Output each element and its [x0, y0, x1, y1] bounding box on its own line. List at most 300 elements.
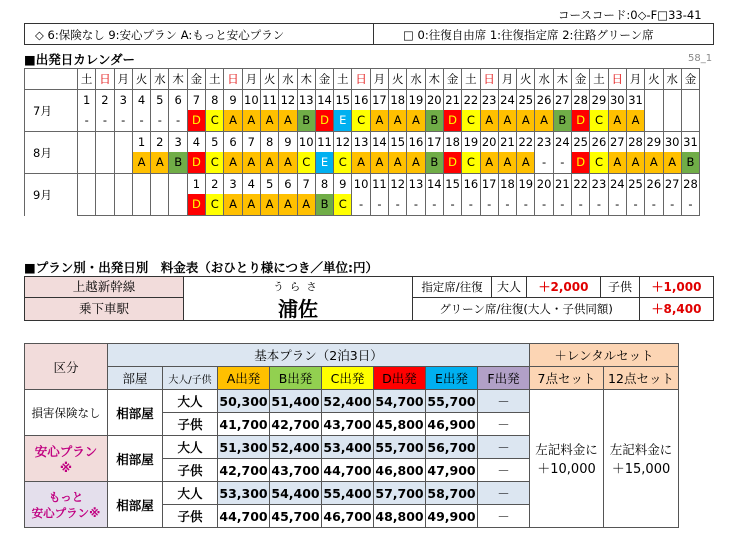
day-number: 25	[517, 90, 535, 111]
price-cell: 55,400	[322, 482, 374, 505]
day-number: 4	[187, 132, 205, 153]
day-number: 5	[206, 132, 224, 153]
day-number	[663, 90, 681, 111]
departure-code: E	[334, 110, 352, 132]
departure-code: A	[480, 152, 498, 174]
day-number: 14	[425, 174, 443, 195]
departure-code: -	[407, 194, 425, 216]
day-number: 20	[535, 174, 553, 195]
price-cell: 53,400	[322, 436, 374, 459]
rental-7-header: 7点セット	[530, 367, 604, 390]
rental-12-note-text: 左記料金に	[609, 442, 673, 457]
day-number: 25	[626, 174, 644, 195]
month-label: 8月	[25, 132, 78, 174]
price-cell: 55,700	[426, 390, 478, 413]
departure-code: A	[608, 110, 626, 132]
departure-code: A	[224, 152, 242, 174]
weekday-header: 火	[645, 69, 663, 90]
day-number: 2	[96, 90, 114, 111]
departure-code: -	[590, 194, 608, 216]
day-number: 7	[297, 174, 315, 195]
day-number	[151, 174, 169, 195]
line-name: 上越新幹線	[24, 276, 184, 298]
destination-ruby: うらさ	[273, 281, 323, 293]
day-number: 3	[169, 132, 187, 153]
day-number: 20	[480, 132, 498, 153]
day-number: 5	[151, 90, 169, 111]
reserved-child-label: 子供	[600, 276, 640, 298]
departure-code: A	[498, 110, 516, 132]
calendar-title: ■出発日カレンダー	[24, 52, 135, 67]
departure-code: B	[425, 152, 443, 174]
departure-code: -	[132, 110, 150, 132]
weekday-header: 火	[260, 69, 278, 90]
day-number: 12	[279, 90, 297, 111]
price-cell: 46,700	[322, 505, 374, 528]
departure-code: C	[206, 194, 224, 216]
departure-code: -	[425, 194, 443, 216]
price-cell: 57,700	[374, 482, 426, 505]
day-number: 6	[279, 174, 297, 195]
day-number: 1	[187, 174, 205, 195]
departure-code: B	[681, 152, 699, 174]
departure-code: E	[315, 152, 333, 174]
day-number: 6	[224, 132, 242, 153]
weekday-header: 土	[462, 69, 480, 90]
group-motto-anshin-plan	[25, 482, 108, 528]
departure-code: A	[132, 152, 150, 174]
day-number	[78, 132, 96, 153]
day-number: 8	[206, 90, 224, 111]
day-number: 10	[297, 132, 315, 153]
day-number	[645, 90, 663, 111]
day-number: 7	[187, 90, 205, 111]
rental-12-header: 12点セット	[604, 367, 679, 390]
plan-d-header: D出発	[374, 367, 426, 390]
weekday-header: 土	[206, 69, 224, 90]
day-number: 26	[645, 174, 663, 195]
weekday-header: 火	[132, 69, 150, 90]
day-number: 7	[242, 132, 260, 153]
departure-code: -	[169, 110, 187, 132]
day-number: 16	[407, 132, 425, 153]
departure-code: B	[297, 110, 315, 132]
departure-code: A	[279, 152, 297, 174]
group-anshin-mark: ※	[59, 460, 73, 475]
departure-code: A	[260, 194, 278, 216]
price-cell: 44,700	[322, 459, 374, 482]
departure-code: A	[260, 152, 278, 174]
departure-code: -	[553, 152, 571, 174]
departure-code: A	[480, 110, 498, 132]
price-cell: 46,800	[374, 459, 426, 482]
departure-code: -	[572, 194, 590, 216]
price-cell: 58,700	[426, 482, 478, 505]
day-number: 17	[425, 132, 443, 153]
departure-code: C	[334, 152, 352, 174]
rental-12-note	[604, 390, 679, 528]
day-number: 28	[572, 90, 590, 111]
weekday-header: 日	[480, 69, 498, 90]
price-cell: 50,300	[218, 390, 270, 413]
weekday-header: 日	[96, 69, 114, 90]
day-number: 8	[260, 132, 278, 153]
green-price: ＋8,400	[639, 297, 714, 321]
departure-code: A	[224, 110, 242, 132]
day-number: 13	[352, 132, 370, 153]
day-number: 23	[480, 90, 498, 111]
child-label: 子供	[163, 413, 218, 436]
group-anshin-plan	[25, 436, 108, 482]
weekday-header: 月	[242, 69, 260, 90]
departure-code: D	[443, 110, 461, 132]
day-number: 2	[151, 132, 169, 153]
day-number: 19	[407, 90, 425, 111]
departure-code: -	[663, 194, 681, 216]
header-basic-plan: 基本プラン（2泊3日）	[108, 344, 530, 367]
departure-code: A	[279, 194, 297, 216]
day-number: 29	[645, 132, 663, 153]
plan-b-header: B出発	[270, 367, 322, 390]
day-number: 18	[443, 132, 461, 153]
weekday-header: 水	[279, 69, 297, 90]
departure-code: D	[315, 110, 333, 132]
price-cell: 43,700	[322, 413, 374, 436]
departure-code: C	[462, 110, 480, 132]
departure-code	[645, 110, 663, 132]
departure-code: A	[608, 152, 626, 174]
departure-code	[78, 194, 96, 216]
departure-code: -	[498, 194, 516, 216]
day-number: 28	[681, 174, 699, 195]
day-number: 24	[498, 90, 516, 111]
price-cell: 46,900	[426, 413, 478, 436]
legend-insurance: ◇ 6:保険なし 9:安心プラン A:もっと安心プラン	[35, 28, 285, 42]
departure-code: A	[242, 194, 260, 216]
day-number: 11	[370, 174, 388, 195]
day-number: 14	[370, 132, 388, 153]
departure-code: -	[608, 194, 626, 216]
header-adult-child: 大人/子供	[163, 367, 218, 390]
departure-code: D	[187, 152, 205, 174]
price-cell: 45,800	[374, 413, 426, 436]
day-number: 21	[553, 174, 571, 195]
departure-code: A	[224, 194, 242, 216]
departure-code: C	[590, 110, 608, 132]
price-cell: －	[478, 482, 530, 505]
reserved-label: 指定席/往復	[412, 276, 492, 298]
day-number: 4	[132, 90, 150, 111]
day-number: 19	[462, 132, 480, 153]
weekday-header: 金	[681, 69, 699, 90]
departure-code: B	[169, 152, 187, 174]
departure-code: D	[572, 110, 590, 132]
price-cell: 55,700	[374, 436, 426, 459]
departure-code: A	[407, 152, 425, 174]
departure-code: D	[572, 152, 590, 174]
departure-code: -	[480, 194, 498, 216]
price-cell: 51,300	[218, 436, 270, 459]
day-number: 27	[608, 132, 626, 153]
page-number: 58_1	[688, 53, 713, 64]
weekday-header: 木	[553, 69, 571, 90]
day-number: 25	[572, 132, 590, 153]
price-cell: 51,400	[270, 390, 322, 413]
fare-title: ■プラン別・出発日別 料金表（おひとり様につき／単位:円）	[24, 260, 379, 275]
departure-code: C	[590, 152, 608, 174]
day-number: 23	[535, 132, 553, 153]
day-number: 17	[480, 174, 498, 195]
day-number: 10	[242, 90, 260, 111]
weekday-header: 日	[352, 69, 370, 90]
departure-code: D	[443, 152, 461, 174]
table-row	[25, 390, 679, 413]
day-number: 2	[206, 174, 224, 195]
departure-code: A	[663, 152, 681, 174]
day-number: 4	[242, 174, 260, 195]
price-cell: 49,900	[426, 505, 478, 528]
departure-code: A	[645, 152, 663, 174]
day-number	[96, 174, 114, 195]
day-number: 22	[572, 174, 590, 195]
day-number: 9	[224, 90, 242, 111]
weekday-header: 日	[224, 69, 242, 90]
group-no-insurance: 損害保険なし	[25, 390, 108, 436]
day-number	[169, 174, 187, 195]
room-type: 相部屋	[108, 390, 163, 436]
day-number: 8	[315, 174, 333, 195]
day-number: 6	[169, 90, 187, 111]
departure-code: C	[352, 110, 370, 132]
weekday-header: 土	[334, 69, 352, 90]
day-number: 22	[462, 90, 480, 111]
price-cell: 52,400	[322, 390, 374, 413]
green-label: グリーン席/往復(大人・子供同額)	[412, 297, 640, 321]
day-number: 18	[389, 90, 407, 111]
day-number	[114, 174, 132, 195]
departure-code: -	[389, 194, 407, 216]
departure-code	[681, 110, 699, 132]
price-cell: 47,900	[426, 459, 478, 482]
header-rental: ＋レンタルセット	[530, 344, 679, 367]
weekday-header: 火	[389, 69, 407, 90]
weekday-header: 木	[297, 69, 315, 90]
weekday-header: 月	[114, 69, 132, 90]
price-cell: 54,400	[270, 482, 322, 505]
departure-code: A	[151, 152, 169, 174]
departure-code: -	[553, 194, 571, 216]
departure-code: A	[535, 110, 553, 132]
departure-code	[114, 194, 132, 216]
departure-code: B	[315, 194, 333, 216]
departure-code: -	[114, 110, 132, 132]
reserved-adult-label: 大人	[491, 276, 527, 298]
day-number: 24	[553, 132, 571, 153]
departure-code: A	[370, 110, 388, 132]
day-number: 16	[352, 90, 370, 111]
day-number: 1	[132, 132, 150, 153]
price-cell: 42,700	[270, 413, 322, 436]
price-cell: 48,800	[374, 505, 426, 528]
price-cell: －	[478, 413, 530, 436]
child-label: 子供	[163, 459, 218, 482]
price-cell: 44,700	[218, 505, 270, 528]
day-number: 9	[334, 174, 352, 195]
day-number	[681, 90, 699, 111]
departure-code: B	[425, 110, 443, 132]
day-number: 20	[425, 90, 443, 111]
child-label: 子供	[163, 505, 218, 528]
departure-code: -	[151, 110, 169, 132]
day-number: 19	[517, 174, 535, 195]
weekday-header: 月	[626, 69, 644, 90]
day-number: 28	[626, 132, 644, 153]
plan-e-header: E出発	[426, 367, 478, 390]
day-number: 15	[389, 132, 407, 153]
header-room: 部屋	[108, 367, 163, 390]
day-number: 11	[315, 132, 333, 153]
weekday-header: 金	[315, 69, 333, 90]
group-anshin-label: 安心プラン	[34, 444, 98, 459]
departure-code: -	[626, 194, 644, 216]
day-number: 27	[663, 174, 681, 195]
departure-code: C	[462, 152, 480, 174]
departure-code: A	[370, 152, 388, 174]
weekday-header: 土	[590, 69, 608, 90]
departure-code: A	[352, 152, 370, 174]
adult-label: 大人	[163, 482, 218, 505]
departure-code: C	[297, 152, 315, 174]
departure-code: -	[370, 194, 388, 216]
rental-7-note-price: ＋10,000	[537, 462, 596, 477]
day-number: 12	[389, 174, 407, 195]
month-label: 9月	[25, 174, 78, 216]
day-number: 26	[590, 132, 608, 153]
departure-code: A	[498, 152, 516, 174]
group-motto-label-2: 安心プラン※	[31, 505, 101, 520]
price-cell: －	[478, 390, 530, 413]
station-label: 乗下車駅	[24, 297, 184, 321]
day-number: 9	[279, 132, 297, 153]
departure-code: A	[297, 194, 315, 216]
departure-code: A	[389, 152, 407, 174]
departure-code	[114, 152, 132, 174]
departure-code	[151, 194, 169, 216]
weekday-header: 月	[370, 69, 388, 90]
day-number	[78, 174, 96, 195]
day-number: 30	[608, 90, 626, 111]
day-number: 30	[663, 132, 681, 153]
price-cell: 43,700	[270, 459, 322, 482]
departure-code: A	[242, 152, 260, 174]
price-cell: 53,300	[218, 482, 270, 505]
price-cell: 54,700	[374, 390, 426, 413]
day-number: 13	[407, 174, 425, 195]
day-number: 16	[462, 174, 480, 195]
price-cell: 52,400	[270, 436, 322, 459]
adult-label: 大人	[163, 436, 218, 459]
weekday-header: 水	[151, 69, 169, 90]
departure-code: B	[553, 110, 571, 132]
weekday-header: 月	[498, 69, 516, 90]
departure-code: C	[206, 110, 224, 132]
weekday-header: 木	[169, 69, 187, 90]
weekday-header: 金	[572, 69, 590, 90]
destination-cell	[183, 276, 413, 321]
day-number: 22	[517, 132, 535, 153]
departure-code: -	[352, 194, 370, 216]
day-number: 3	[224, 174, 242, 195]
month-label: 7月	[25, 90, 78, 132]
weekday-header: 水	[663, 69, 681, 90]
day-number: 14	[315, 90, 333, 111]
day-number: 15	[334, 90, 352, 111]
day-number: 27	[553, 90, 571, 111]
departure-code	[78, 152, 96, 174]
departure-code: D	[187, 194, 205, 216]
weekday-header: 火	[517, 69, 535, 90]
weekday-header: 水	[407, 69, 425, 90]
calendar-corner	[25, 69, 78, 90]
day-number: 24	[608, 174, 626, 195]
day-number: 3	[114, 90, 132, 111]
day-number: 11	[260, 90, 278, 111]
legend-seat: □ 0:往復自由席 1:往復指定席 2:往路グリーン席	[403, 28, 654, 42]
day-number: 18	[498, 174, 516, 195]
departure-code: -	[443, 194, 461, 216]
departure-code: -	[462, 194, 480, 216]
room-type: 相部屋	[108, 436, 163, 482]
price-cell: －	[478, 436, 530, 459]
destination-name: 浦佐	[278, 297, 318, 321]
departure-calendar	[24, 68, 700, 216]
departure-code: A	[517, 110, 535, 132]
rental-7-note	[530, 390, 604, 528]
day-number: 26	[535, 90, 553, 111]
weekday-header: 土	[78, 69, 96, 90]
price-cell: －	[478, 505, 530, 528]
weekday-header: 日	[608, 69, 626, 90]
weekday-header: 木	[425, 69, 443, 90]
price-cell: 41,700	[218, 413, 270, 436]
plan-f-header: F出発	[478, 367, 530, 390]
price-table	[24, 343, 679, 528]
day-number: 15	[443, 174, 461, 195]
rental-12-note-price: ＋15,000	[611, 462, 671, 477]
reserved-child-price: ＋1,000	[639, 276, 714, 298]
price-cell: 45,700	[270, 505, 322, 528]
plan-c-header: C出発	[322, 367, 374, 390]
legend-box	[24, 23, 714, 45]
price-cell: 42,700	[218, 459, 270, 482]
room-type: 相部屋	[108, 482, 163, 528]
weekday-header: 金	[443, 69, 461, 90]
departure-code: -	[78, 110, 96, 132]
day-number	[96, 132, 114, 153]
day-number: 13	[297, 90, 315, 111]
departure-code: A	[626, 110, 644, 132]
departure-code: C	[334, 194, 352, 216]
reserved-adult-price: ＋2,000	[526, 276, 601, 298]
departure-code: -	[681, 194, 699, 216]
day-number: 21	[443, 90, 461, 111]
departure-code	[96, 152, 114, 174]
course-code: コースコード:0◇-F□33-41	[558, 8, 702, 22]
departure-code: A	[242, 110, 260, 132]
departure-code	[132, 194, 150, 216]
plan-a-header: A出発	[218, 367, 270, 390]
day-number: 21	[498, 132, 516, 153]
